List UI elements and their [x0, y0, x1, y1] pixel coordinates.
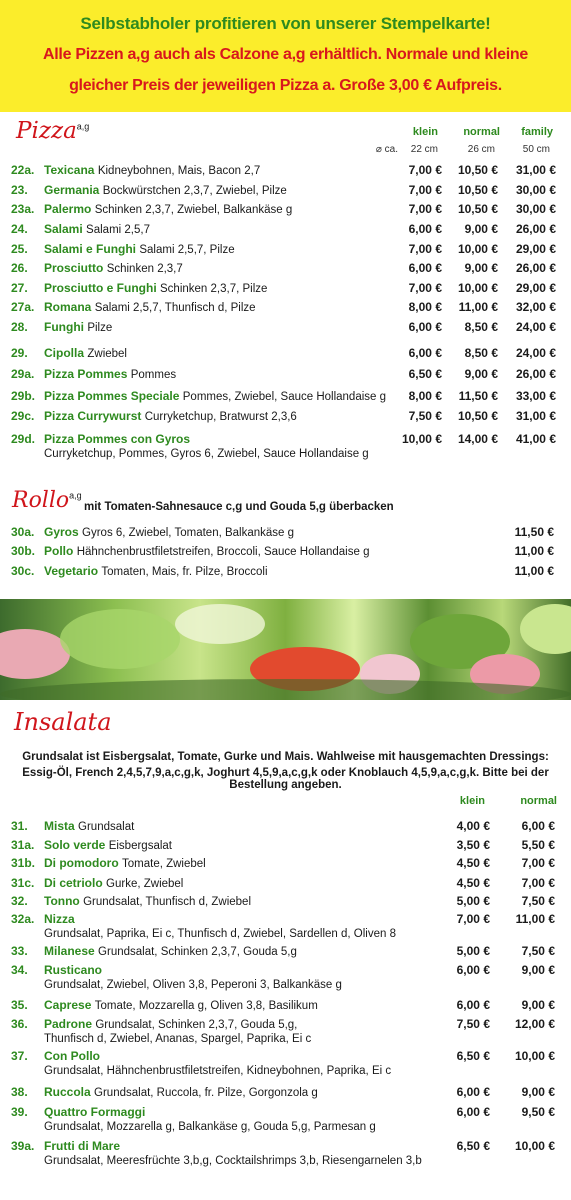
item-number: 31. — [11, 819, 28, 833]
item-price: 9,00 € — [521, 1085, 555, 1099]
item-name-group — [44, 1139, 120, 1153]
item-description: Kidneybohnen, Mais, Bacon 2,7 — [97, 165, 261, 177]
item-price: 10,00 € — [457, 242, 498, 256]
item-price: 9,00 € — [464, 367, 498, 381]
item-price: 9,50 € — [521, 1105, 555, 1119]
item-name: Con Pollo — [44, 1049, 100, 1063]
item-number: 29a. — [11, 367, 35, 381]
item-price: 6,50 € — [456, 1139, 490, 1153]
item-name: Salami e Funghi — [44, 242, 137, 256]
item-description: Schinken 2,3,7, Pilze — [160, 283, 268, 295]
salad-photo — [0, 599, 571, 700]
item-name: Salami — [44, 222, 83, 236]
item-number: 31a. — [11, 838, 35, 852]
pizza-row — [0, 183, 571, 203]
item-description: Salami 2,5,7, Thunfisch d, Pilze — [94, 302, 256, 314]
item-price: 8,00 € — [408, 300, 442, 314]
salad-row — [0, 1105, 571, 1133]
pizza-row — [0, 222, 571, 242]
salad-row — [0, 856, 571, 876]
salad-row — [0, 963, 571, 991]
item-price: 6,00 € — [456, 1085, 490, 1099]
item-name-group — [44, 367, 176, 381]
item-name: Pizza Pommes con Gyros — [44, 432, 191, 446]
item-description: Grundsalat, Ruccola, fr. Pilze, Gorgonzola g — [94, 1087, 318, 1099]
item-name: Prosciutto e Funghi — [44, 281, 157, 295]
item-number: 29b. — [11, 389, 36, 403]
item-name-group — [44, 1049, 100, 1063]
diameter-family: 50 cm — [522, 144, 550, 155]
salad-row — [0, 1049, 571, 1077]
item-number: 23. — [11, 183, 28, 197]
item-name-group — [44, 819, 134, 833]
rollo-section-title — [12, 488, 82, 513]
pizza-row — [0, 320, 571, 340]
item-name: Pizza Pommes — [44, 367, 128, 381]
item-price: 7,00 € — [456, 912, 490, 926]
item-price: 24,00 € — [515, 346, 556, 360]
item-number: 32. — [11, 894, 28, 908]
size-header-klein: klein — [412, 126, 438, 138]
salad-row — [0, 912, 571, 940]
pizza-row — [0, 367, 571, 387]
item-price: 7,00 € — [521, 876, 555, 890]
item-number: 39a. — [11, 1139, 35, 1153]
item-price: 26,00 € — [515, 261, 556, 275]
salad-row — [0, 1139, 571, 1167]
item-name: Pizza Pommes Speciale — [44, 389, 180, 403]
item-name-group — [44, 222, 150, 236]
item-price: 33,00 € — [515, 389, 556, 403]
item-price: 11,00 € — [458, 300, 498, 314]
item-number: 30b. — [11, 544, 36, 558]
banner-line-1: Selbstabholer profitieren von unserer Stempelkarte! — [80, 14, 491, 33]
item-price: 11,00 € — [514, 544, 554, 558]
item-price: 10,00 € — [514, 1049, 555, 1063]
item-name-group — [44, 163, 260, 177]
item-price: 7,50 € — [521, 944, 555, 958]
item-price: 11,50 € — [458, 389, 498, 403]
item-number: 33. — [11, 944, 28, 958]
item-number: 22a. — [11, 163, 35, 177]
item-name: Caprese — [44, 998, 92, 1012]
item-price: 4,50 € — [456, 876, 490, 890]
item-name: Texicana — [44, 163, 95, 177]
item-name-group — [44, 1085, 318, 1099]
item-description: Schinken 2,3,7 — [106, 263, 183, 275]
banner-line-2: Alle Pizzen a,g auch als Calzone a,g erhältlich. Normale und kleine — [43, 46, 528, 63]
item-price: 9,00 € — [521, 963, 555, 977]
item-description-line-2: Thunfisch d, Zwiebel, Ananas, Spargel, Paprika, Ei c — [44, 1033, 312, 1045]
item-number: 39. — [11, 1105, 28, 1119]
item-description: Schinken 2,3,7, Zwiebel, Balkankäse g — [94, 204, 293, 216]
item-price: 32,00 € — [515, 300, 556, 314]
item-name-group — [44, 1105, 145, 1119]
pizza-row — [0, 242, 571, 262]
item-name-group — [44, 242, 235, 256]
item-description: Hähnchenbrustfiletstreifen, Broccoli, Sauce Hollandaise g — [76, 546, 370, 558]
pizza-row — [0, 389, 571, 409]
salad-row — [0, 876, 571, 896]
item-name-group — [44, 300, 256, 314]
pizza-row — [0, 409, 571, 429]
item-description: Zwiebel — [87, 348, 127, 360]
item-name-group — [44, 998, 318, 1012]
item-price: 8,00 € — [408, 389, 442, 403]
item-number: 37. — [11, 1049, 28, 1063]
item-name-group — [44, 838, 172, 852]
item-description: Curryketchup, Bratwurst 2,3,6 — [144, 411, 297, 423]
item-number: 24. — [11, 222, 28, 236]
item-name-group — [44, 281, 267, 295]
item-price: 7,50 € — [408, 409, 442, 423]
item-description: Tomate, Zwiebel — [122, 858, 206, 870]
item-name: Cipolla — [44, 346, 85, 360]
item-price: 7,00 € — [408, 163, 442, 177]
item-price: 10,50 € — [457, 202, 498, 216]
item-number: 29. — [11, 346, 28, 360]
rollo-row — [0, 564, 571, 584]
pizza-row — [0, 346, 571, 366]
item-description-line-2: Grundsalat, Paprika, Ei c, Thunfisch d, Zwiebel, Sardellen d, Oliven 8 — [44, 928, 396, 940]
salad-row — [0, 1085, 571, 1105]
rollo-title-text: Rollo — [12, 488, 70, 513]
insalata-intro-2: Essig-Öl, French 2,4,5,7,9,a,c,g,k, Joghurt 4,5,9,a,c,g,k oder Knoblauch 4,5,9,a,c,g,k. Bitte bei der Bestellung angeben. — [22, 767, 549, 791]
item-price: 6,00 € — [456, 1105, 490, 1119]
rollo-row — [0, 544, 571, 564]
item-number: 30c. — [11, 564, 35, 578]
item-price: 29,00 € — [515, 242, 556, 256]
salad-row — [0, 1017, 571, 1045]
item-price: 7,50 € — [521, 894, 555, 908]
item-description: Grundsalat, Thunfisch d, Zwiebel — [83, 896, 252, 908]
item-description-line-2: Curryketchup, Pommes, Gyros 6, Zwiebel, Sauce Hollandaise g — [44, 448, 369, 460]
item-number: 34. — [11, 963, 28, 977]
item-price: 6,00 € — [456, 998, 490, 1012]
item-name: Germania — [44, 183, 100, 197]
item-name: Prosciutto — [44, 261, 104, 275]
item-name-group — [44, 963, 102, 977]
item-number: 23a. — [11, 202, 35, 216]
item-description: Tomate, Mozzarella g, Oliven 3,8, Basilikum — [94, 1000, 318, 1012]
item-description: Salami 2,5,7, Pilze — [139, 244, 235, 256]
item-price: 5,00 € — [456, 944, 490, 958]
item-price: 7,00 € — [408, 183, 442, 197]
item-number: 26. — [11, 261, 28, 275]
item-price: 41,00 € — [515, 432, 556, 446]
item-name: Rusticano — [44, 963, 103, 977]
promo-banner — [0, 0, 571, 112]
pizza-title-text: Pizza — [16, 118, 77, 144]
item-name-group — [44, 183, 287, 197]
item-name: Nizza — [44, 912, 75, 926]
item-name-group — [44, 409, 297, 423]
item-number: 25. — [11, 242, 28, 256]
item-number: 30a. — [11, 525, 35, 539]
item-description: Gurke, Zwiebel — [106, 878, 184, 890]
pizza-row — [0, 281, 571, 301]
item-price: 14,00 € — [457, 432, 498, 446]
item-number: 38. — [11, 1085, 28, 1099]
item-price: 12,00 € — [514, 1017, 555, 1031]
salad-size-header-normal: normal — [520, 795, 557, 807]
item-price: 5,00 € — [456, 894, 490, 908]
pizza-title-sup: a,g — [76, 121, 90, 132]
item-price: 4,00 € — [456, 819, 490, 833]
item-price: 9,00 € — [464, 222, 498, 236]
item-description: Pommes, Zwiebel, Sauce Hollandaise g — [182, 391, 387, 403]
pizza-row — [0, 163, 571, 183]
item-description: Tomaten, Mais, fr. Pilze, Broccoli — [101, 566, 268, 578]
item-name: Solo verde — [44, 838, 106, 852]
item-price: 11,00 € — [514, 564, 554, 578]
item-name-group — [44, 202, 292, 216]
item-price: 7,00 € — [408, 202, 442, 216]
item-price: 10,00 € — [514, 1139, 555, 1153]
banner-line-3: gleicher Preis der jeweiligen Pizza a. Große 3,00 € Aufpreis. — [69, 77, 502, 94]
salad-row — [0, 819, 571, 839]
item-name: Padrone — [44, 1017, 93, 1031]
item-name: Pollo — [44, 544, 74, 558]
item-price: 7,50 € — [456, 1017, 490, 1031]
item-price: 5,50 € — [521, 838, 555, 852]
item-name: Tonno — [44, 894, 80, 908]
salad-row — [0, 894, 571, 914]
item-price: 9,00 € — [521, 998, 555, 1012]
item-price: 10,50 € — [457, 183, 498, 197]
rollo-row — [0, 525, 571, 545]
item-name-group — [44, 525, 294, 539]
item-description-line-2: Grundsalat, Mozzarella g, Balkankäse g, Gouda 5,g, Parmesan g — [44, 1121, 376, 1133]
item-number: 27. — [11, 281, 28, 295]
item-price: 6,00 € — [408, 320, 442, 334]
item-number: 29d. — [11, 432, 36, 446]
item-price: 10,50 € — [457, 163, 498, 177]
item-description: Grundsalat, Schinken 2,3,7, Gouda 5,g — [98, 946, 297, 958]
item-name: Gyros — [44, 525, 79, 539]
item-description: Salami 2,5,7 — [86, 224, 150, 236]
item-price: 31,00 € — [515, 163, 556, 177]
item-price: 8,50 € — [464, 320, 498, 334]
item-price: 7,00 € — [408, 242, 442, 256]
item-name: Frutti di Mare — [44, 1139, 121, 1153]
item-name-group — [44, 894, 251, 908]
item-price: 29,00 € — [515, 281, 556, 295]
item-name-group — [44, 856, 206, 870]
pizza-row — [0, 261, 571, 281]
item-price: 7,00 € — [408, 281, 442, 295]
item-price: 31,00 € — [515, 409, 556, 423]
size-header-family: family — [521, 126, 553, 138]
salad-row — [0, 944, 571, 964]
salad-row — [0, 838, 571, 858]
item-description: Grundsalat — [78, 821, 135, 833]
item-price: 6,50 € — [456, 1049, 490, 1063]
item-number: 36. — [11, 1017, 28, 1031]
item-price: 6,00 € — [408, 346, 442, 360]
item-name: Funghi — [44, 320, 84, 334]
item-price: 24,00 € — [515, 320, 556, 334]
diameter-klein: 22 cm — [410, 144, 438, 155]
item-price: 30,00 € — [515, 183, 556, 197]
rollo-title-sup: a,g — [69, 490, 82, 501]
item-price: 26,00 € — [515, 367, 556, 381]
item-price: 6,00 € — [408, 222, 442, 236]
item-price: 11,00 € — [515, 912, 555, 926]
item-description-line-2: Grundsalat, Hähnchenbrustfiletstreifen, Kidneybohnen, Paprika, Ei c — [44, 1065, 392, 1077]
item-name: Mista — [44, 819, 75, 833]
item-name-group — [44, 912, 75, 926]
item-price: 30,00 € — [515, 202, 556, 216]
insalata-intro-1: Grundsalat ist Eisbergsalat, Tomate, Gurke und Mais. Wahlweise mit hausgemachten Dressings: — [22, 751, 549, 763]
item-name: Palermo — [44, 202, 92, 216]
item-price: 9,00 € — [464, 261, 498, 275]
item-number: 29c. — [11, 409, 35, 423]
item-description: Pilze — [87, 322, 113, 334]
item-name-group — [44, 389, 386, 403]
item-price: 7,00 € — [521, 856, 555, 870]
item-price: 11,50 € — [514, 525, 554, 539]
item-number: 27a. — [11, 300, 35, 314]
item-name-group — [44, 261, 183, 275]
item-price: 10,50 € — [457, 409, 498, 423]
item-name-group — [44, 944, 297, 958]
diameter-label: ⌀ ca. — [375, 144, 398, 155]
item-name: Vegetario — [44, 564, 99, 578]
item-name: Pizza Currywurst — [44, 409, 142, 423]
item-number: 28. — [11, 320, 28, 334]
item-price: 6,50 € — [408, 367, 442, 381]
insalata-section-title: Insalata — [14, 708, 112, 736]
item-description: Gyros 6, Zwiebel, Tomaten, Balkankäse g — [82, 527, 295, 539]
item-description: Pommes — [130, 369, 177, 381]
item-name-group — [44, 346, 127, 360]
item-price: 4,50 € — [456, 856, 490, 870]
pizza-row — [0, 300, 571, 320]
item-description-line-2: Grundsalat, Meeresfrüchte 3,b,g, Cocktailshrimps 3,b, Riesengarnelen 3,b — [44, 1155, 422, 1167]
rollo-subtitle: mit Tomaten-Sahnesauce c,g und Gouda 5,g überbacken — [84, 501, 394, 513]
item-name: Quattro Formaggi — [44, 1105, 146, 1119]
item-name: Di pomodoro — [44, 856, 119, 870]
item-number: 35. — [11, 998, 28, 1012]
item-number: 32a. — [11, 912, 35, 926]
item-price: 6,00 € — [521, 819, 555, 833]
item-name-group — [44, 544, 369, 558]
item-description-line-2: Grundsalat, Zwiebel, Oliven 3,8, Peperoni 3, Balkankäse g — [44, 979, 342, 991]
pizza-row — [0, 202, 571, 222]
item-price: 6,00 € — [456, 963, 490, 977]
diameter-normal: 26 cm — [467, 144, 495, 155]
item-number: 31b. — [11, 856, 36, 870]
item-price: 8,50 € — [464, 346, 498, 360]
item-name-group — [44, 1017, 297, 1031]
item-name: Ruccola — [44, 1085, 91, 1099]
salad-row — [0, 998, 571, 1018]
pizza-row — [0, 432, 571, 460]
item-price: 26,00 € — [515, 222, 556, 236]
item-description: Grundsalat, Schinken 2,3,7, Gouda 5,g, — [95, 1019, 298, 1031]
pizza-section-title — [16, 118, 89, 144]
item-price: 3,50 € — [456, 838, 490, 852]
item-name-group — [44, 320, 112, 334]
item-description: Bockwürstchen 2,3,7, Zwiebel, Pilze — [102, 185, 287, 197]
item-name: Di cetriolo — [44, 876, 103, 890]
size-header-normal: normal — [463, 126, 500, 138]
item-name-group — [44, 876, 183, 890]
item-name-group — [44, 432, 190, 446]
item-description: Eisbergsalat — [108, 840, 172, 852]
item-name: Romana — [44, 300, 92, 314]
item-price: 10,00 € — [401, 432, 442, 446]
item-price: 6,00 € — [408, 261, 442, 275]
item-price: 10,00 € — [457, 281, 498, 295]
item-name: Milanese — [44, 944, 95, 958]
item-number: 31c. — [11, 876, 35, 890]
salad-size-header-klein: klein — [459, 795, 485, 807]
item-name-group — [44, 564, 268, 578]
